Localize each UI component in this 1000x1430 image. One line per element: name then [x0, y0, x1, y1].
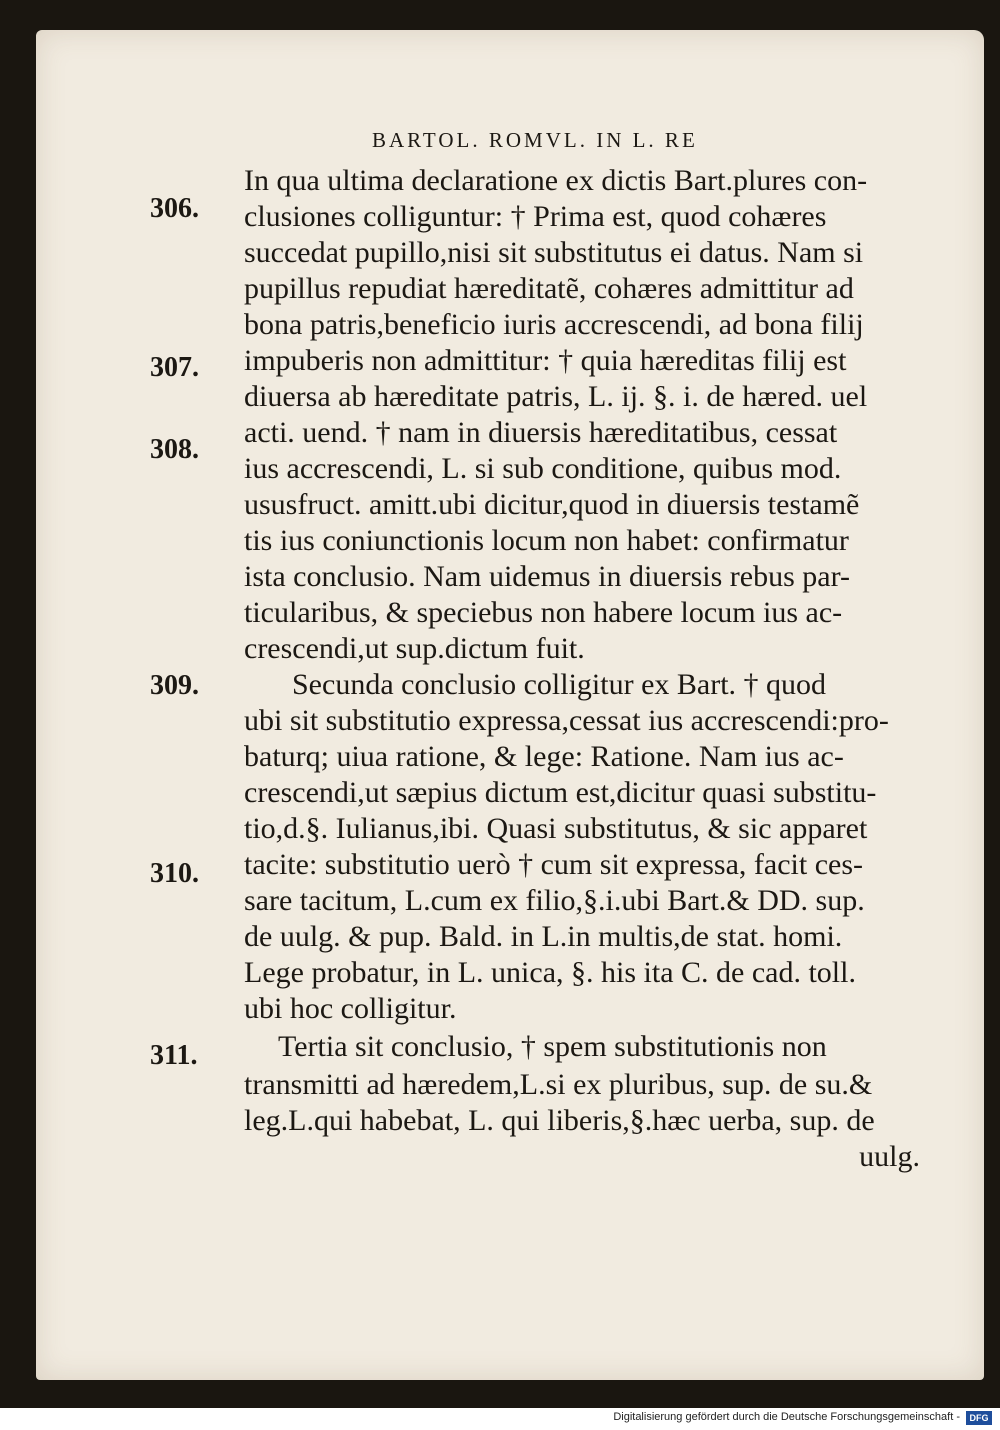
footer-credit: Digitalisierung gefördert durch die Deutsche Forschungsgemeinschaft -: [613, 1411, 960, 1423]
text-line: ius accrescendi, L. si sub conditione, quibus mod.: [244, 452, 842, 485]
running-head: BARTOL. ROMVL. IN L. RE: [372, 128, 698, 152]
text-line: ubi hoc colligitur.: [244, 992, 457, 1025]
text-line: impuberis non admittitur: † quia hæreditas filij est: [244, 344, 847, 377]
dfg-logo: DFG: [966, 1411, 992, 1425]
text-line: In qua ultima declaratione ex dictis Bart.plures con-: [244, 164, 868, 197]
text-line: clusiones colliguntur: † Prima est, quod cohæres: [244, 200, 827, 233]
margin-number: 310.: [150, 858, 199, 889]
margin-number: 309.: [150, 670, 199, 701]
text-line: diuersa ab hæreditate patris, L. ij. §. i. de hæred. uel: [244, 380, 868, 413]
margin-number: 307.: [150, 352, 199, 383]
text-line: crescendi,ut sæpius dictum est,dicitur quasi substitu-: [244, 776, 877, 809]
text-line: tio,d.§. Iulianus,ibi. Quasi substitutus, & sic apparet: [244, 812, 868, 845]
text-line: ubi sit substitutio expressa,cessat ius accrescendi:pro-: [244, 704, 889, 737]
text-line: uulg.: [859, 1140, 920, 1173]
text-line: Tertia sit conclusio, † spem substitutionis non: [278, 1030, 827, 1063]
text-line: Lege probatur, in L. unica, §. his ita C. de cad. toll.: [244, 956, 856, 989]
text-line: crescendi,ut sup.dictum fuit.: [244, 632, 585, 665]
text-line: sare tacitum, L.cum ex filio,§.i.ubi Bart.& DD. sup.: [244, 884, 865, 917]
text-line: succedat pupillo,nisi sit substitutus ei datus. Nam si: [244, 236, 864, 269]
text-line: Secunda conclusio colligitur ex Bart. † quod: [292, 668, 827, 701]
text-line: transmitti ad hæredem,L.si ex pluribus, sup. de su.&: [244, 1068, 873, 1101]
text-line: leg.L.qui habebat, L. qui liberis,§.hæc uerba, sup. de: [244, 1104, 875, 1137]
text-line: tacite: substitutio uerò † cum sit expressa, facit ces-: [244, 848, 863, 881]
text-line: bona patris,beneficio iuris accrescendi, ad bona filij: [244, 308, 864, 341]
text-line: acti. uend. † nam in diuersis hæreditatibus, cessat: [244, 416, 838, 449]
margin-number: 306.: [150, 193, 199, 224]
text-line: ususfruct. amitt.ubi dicitur,quod in diuersis testamẽ: [244, 488, 860, 521]
text-line: pupillus repudiat hæreditatẽ, cohæres admittitur ad: [244, 272, 854, 305]
margin-number: 308.: [150, 434, 199, 465]
text-line: tis ius coniunctionis locum non habet: confirmatur: [244, 524, 849, 557]
text-line: de uulg. & pup. Bald. in L.in multis,de stat. homi.: [244, 920, 843, 953]
margin-number: 311.: [150, 1040, 198, 1071]
text-line: ticularibus, & speciebus non habere locum ius ac-: [244, 596, 843, 629]
text-line: ista conclusio. Nam uidemus in diuersis rebus par-: [244, 560, 850, 593]
text-line: baturq; uiua ratione, & lege: Ratione. Nam ius ac-: [244, 740, 844, 773]
